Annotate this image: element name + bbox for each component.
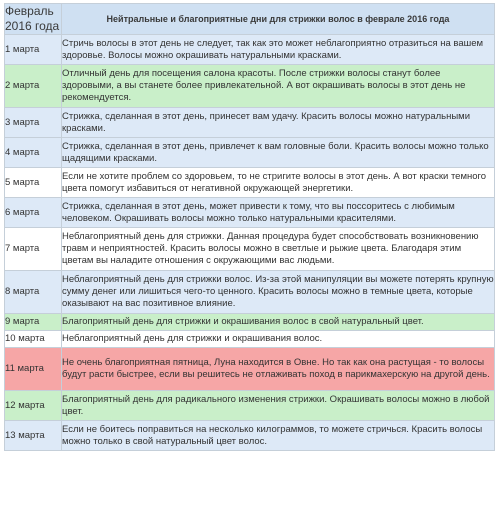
table-row (5, 138, 495, 168)
row-description: Стрижка, сделанная в этот день, может привести к тому, что вы поссоритесь с любимым человеком. Окрашивать волосы можно только натуральными красителями. (62, 198, 495, 228)
row-date: 3 марта (5, 108, 62, 138)
row-description: Неблагоприятный день для стрижки волос. Из-за этой манипуляции вы можете потерять крупную сумму денег или лишиться чего-то ценного. Красить волосы можно в темные цвета, которые оказывают на вас позитивное влияние. (62, 271, 495, 314)
table-header-row (5, 4, 495, 35)
row-date: 12 марта (5, 391, 62, 421)
table-row (5, 331, 495, 348)
table-row (5, 348, 495, 391)
row-date: 10 марта (5, 331, 62, 348)
row-date: 13 марта (5, 421, 62, 451)
table-row (5, 35, 495, 65)
row-description: Неблагоприятный день для стрижки. Данная процедура будет способствовать возникновению травм и неприятностей. Красить волосы можно в светлые и рыжие цвета. Благодаря этим цветам вы наладите отношения с окружающими вас людьми. (62, 228, 495, 271)
row-description: Неблагоприятный день для стрижки и окрашивания волос. (62, 331, 495, 348)
table-row (5, 391, 495, 421)
table-row (5, 421, 495, 451)
table-row (5, 198, 495, 228)
row-description: Если не боитесь поправиться на несколько килограммов, то можете стричься. Красить волосы можно только в свой натуральный цвет волос. (62, 421, 495, 451)
row-date: 11 марта (5, 348, 62, 391)
row-date: 5 марта (5, 168, 62, 198)
row-date: 8 марта (5, 271, 62, 314)
row-description: Благоприятный день для стрижки и окрашивания волос в свой натуральный цвет. (62, 314, 495, 331)
row-date: 9 марта (5, 314, 62, 331)
row-description: Благоприятный день для радикального изменения стрижки. Окрашивать волосы можно в любой цвет. (62, 391, 495, 421)
table-row (5, 271, 495, 314)
haircut-calendar-table (4, 3, 495, 451)
row-description: Стричь волосы в этот день не следует, так как это может неблагоприятно отразиться на вашем здоровье. Волосы можно окрашивать натуральными красками. (62, 35, 495, 65)
table-row (5, 168, 495, 198)
month-label: Февраль 2016 года (5, 4, 62, 35)
table-row (5, 108, 495, 138)
table-body (5, 35, 495, 451)
row-description: Не очень благоприятная пятница, Луна находится в Овне. Но так как она растущая - то волосы будут расти быстрее, если вы решитесь не отлаживать поход в парикмахерскую на другой день. (62, 348, 495, 391)
table-row (5, 228, 495, 271)
table-row (5, 65, 495, 108)
row-description: Если не хотите проблем со здоровьем, то не стригите волосы в этот день. А вот краски темного цвета помогут избавиться от негативной окружающей энергетики. (62, 168, 495, 198)
row-date: 7 марта (5, 228, 62, 271)
row-date: 2 марта (5, 65, 62, 108)
row-description: Стрижка, сделанная в этот день, привлечет к вам головные боли. Красить волосы можно только щадящими красками. (62, 138, 495, 168)
table-title: Нейтральные и благоприятные дни для стрижки волос в феврале 2016 года (62, 4, 495, 35)
row-date: 6 марта (5, 198, 62, 228)
row-description: Стрижка, сделанная в этот день, принесет вам удачу. Красить волосы можно натуральными красками. (62, 108, 495, 138)
row-date: 4 марта (5, 138, 62, 168)
table-row (5, 314, 495, 331)
row-date: 1 марта (5, 35, 62, 65)
row-description: Отличный день для посещения салона красоты. После стрижки волосы станут более здоровыми, а вы станете более привлекательной. А вот окрашивать волосы в этот день не рекомендуется. (62, 65, 495, 108)
